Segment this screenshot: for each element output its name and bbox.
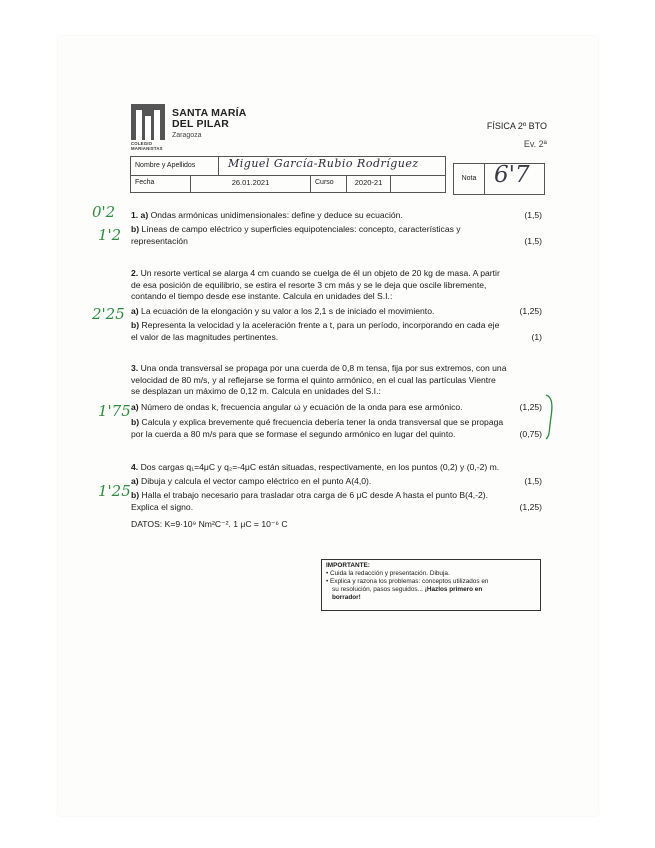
date-label: Fecha [131,175,191,192]
data-constants: DATOS: K=9·10⁹ Nm²C⁻². 1 μC = 10⁻⁶ C [131,519,288,529]
q4-score: 1'25 [98,482,131,500]
school-name: SANTA MARÍA DEL PILAR [172,107,247,130]
question-4b: b) Halla el trabajo necesario para trasladar otra carga de 6 μC desde A hasta el punto B(4,-2). Explica el signo. [131,490,489,512]
evaluation-label: Ev. 2ª [523,139,547,149]
q2-score: 2'25 [92,305,125,323]
grade-label: Nota [454,164,485,194]
school-logo-icon [131,104,165,140]
grader-bracket-mark [544,392,556,442]
course-value: 2020-21 [347,175,391,192]
grade-handwritten: 6'7 [494,162,530,188]
q3-score: 1'75 [98,402,131,420]
school-city: Zaragoza [172,132,202,139]
question-4-statement: 4. Dos cargas q₁=4μC y q₂=-4μC están situadas, respectivamente, en los puntos (0,2) y (0,-2) m. [131,462,500,472]
q3a-points: (1,25) [519,402,542,412]
question-1b: b) Líneas de campo eléctrico y superficies equipotenciales: concepto, características y representación [131,224,461,246]
question-4a: a) Dibuja y calcula el vector campo eléctrico en el punto A(4,0). [131,476,372,486]
subject-title: FÍSICA 2º BTO [486,121,547,131]
date-value: 26.01.2021 [191,175,311,192]
question-1a: 1. a) Ondas armónicas unidimensionales: define y deduce su ecuación. [131,210,403,220]
question-3-statement: 3. Una onda transversal se propaga por una cuerda de 0,8 m tensa, fija por sus extremos, con una velocidad de 80 m/s, y al reflejarse se forma el quinto armónico, en el cual las partículas Vientre se desplazan un máximo de 0,12 m. Calcula en unidades del S.I.: [131,363,507,396]
q1b-points: (1,5) [524,236,542,246]
name-label: Nombre y Apellidos [131,157,219,175]
student-name-handwritten: Miguel García-Rubio Rodríguez [228,157,419,170]
q1a-score: 0'2 [92,203,116,221]
important-item-2: • Explica y razona los problemas: conceptos utilizados en su resolución, pasos seguidos... ¡Hazlos primero en borrador! [326,578,489,601]
scan-left-margin [0,0,58,848]
q4a-points: (1,5) [524,476,542,486]
q2a-points: (1,25) [519,306,542,316]
q4b-points: (1,25) [519,502,542,512]
school-subtitle: COLEGIO MARIANISTAS [131,141,163,151]
important-item-1: • Cuida la redacción y presentación. Dibuja. [326,570,450,577]
question-2b: b) Representa la velocidad y la aceleración frente a t, para un período, incorporando en cada eje el valor de las magnitudes pertinentes. [131,320,500,342]
important-title: IMPORTANTE: [326,562,370,569]
important-notice-box [321,559,541,611]
q2b-points: (1) [531,332,542,342]
question-3b: b) Calcula y explica brevemente qué frecuencia debería tener la onda transversal que se propaga por la cuerda a 80 m/s para que se formase el segundo armónico en lugar del quinto. [131,417,504,439]
question-2-statement: 2. Un resorte vertical se alarga 4 cm cuando se cuelga de él un objeto de 20 kg de masa. A partir de esa posición de equilibrio, se estira el resorte 3 cm más y se le deja que oscile libremente, contando el tiempo desde ese instante. Calcula en unidades del S.I.: [131,268,500,301]
q3b-points: (0,75) [519,429,542,439]
q1a-points: (1,5) [524,210,542,220]
question-3a: a) Número de ondas k, frecuencia angular ω y ecuación de la onda para ese armónico. [131,402,463,412]
course-label: Curso [311,175,347,192]
q1b-score: 1'2 [98,226,122,244]
question-2a: a) La ecuación de la elongación y su valor a los 2,1 s de iniciado el movimiento. [131,306,435,316]
